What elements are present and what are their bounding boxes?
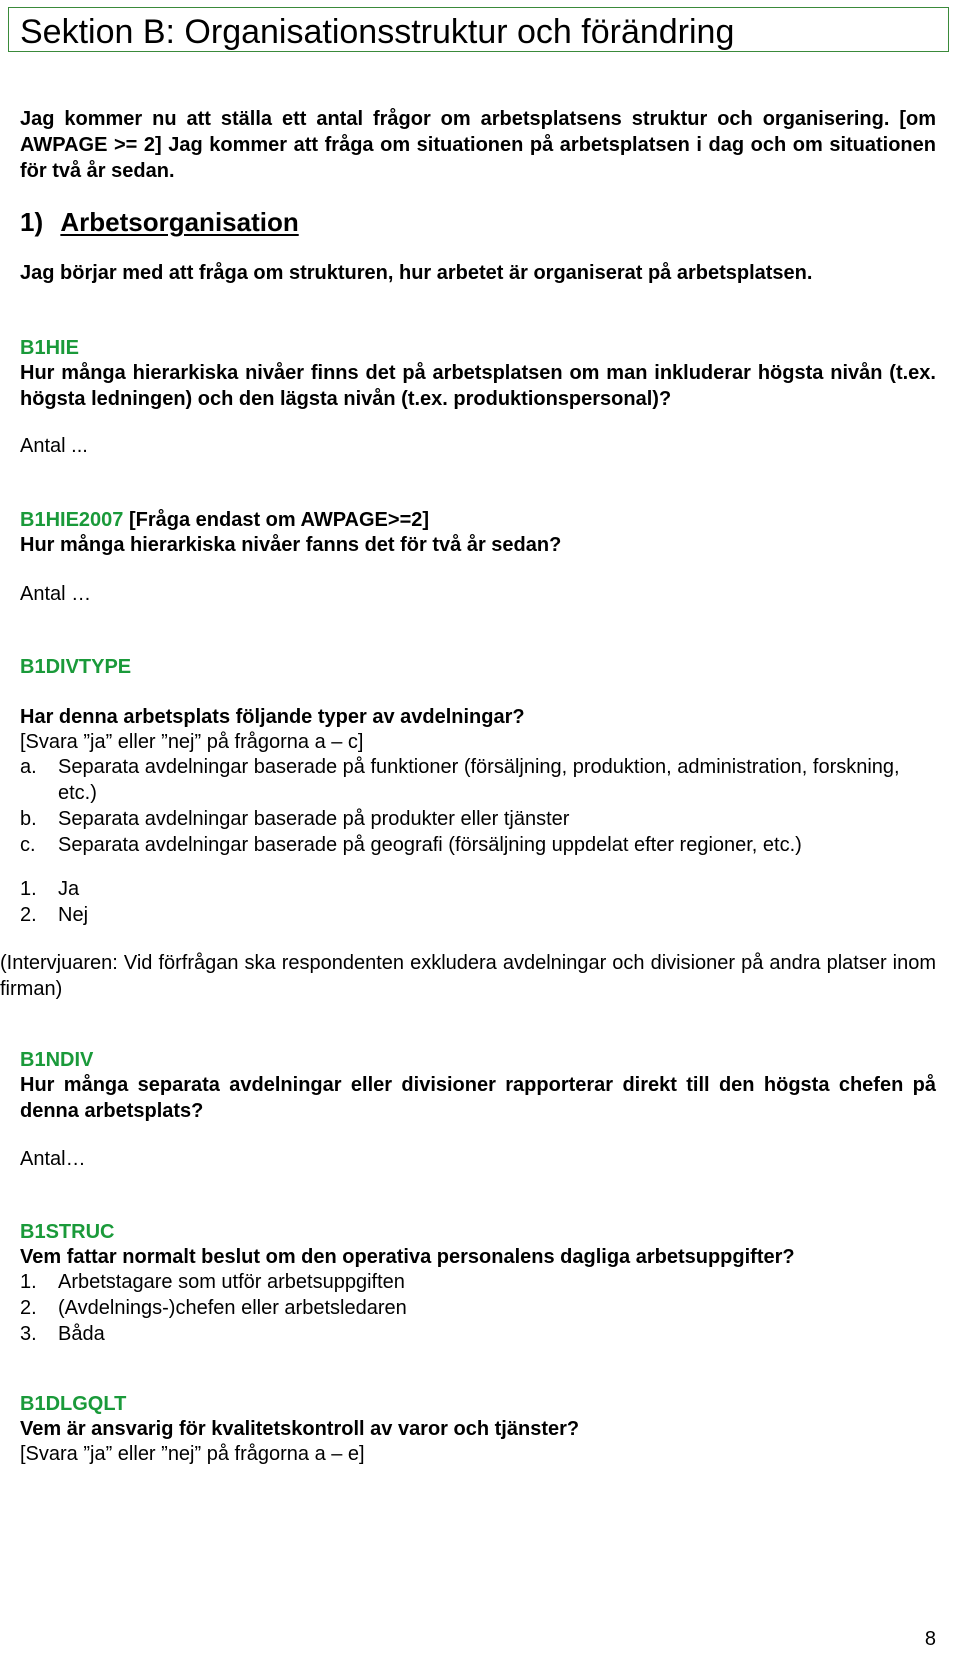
subsection-number: 1) xyxy=(20,207,44,237)
option-text: Nej xyxy=(58,904,89,926)
section-title: Sektion B: Organisationsstruktur och förändring xyxy=(20,13,735,51)
option-text: (Avdelnings-)chefen eller arbetsledaren xyxy=(58,1297,407,1319)
answer-options-b1divtype xyxy=(20,876,936,928)
question-text-b1struc: Vem fattar normalt beslut om den operativa personalens dagliga arbetsuppgifter? xyxy=(20,1246,795,1268)
question-text-b1hie2007: Hur många hierarkiska nivåer fanns det för två år sedan? xyxy=(20,534,562,556)
question-header-b1hie2007 xyxy=(20,507,936,533)
list-item-text: Separata avdelningar baserade på produkter eller tjänster xyxy=(58,808,570,830)
question-code-b1struc: B1STRUC xyxy=(20,1221,115,1243)
question-code-b1hie2007: B1HIE2007 xyxy=(20,509,124,531)
question-code-b1hie: B1HIE xyxy=(20,337,79,359)
interviewer-note: (Intervjuaren: Vid förfrågan ska respondenten exkludera avdelningar och divisioner på andra platser inom firman) xyxy=(0,952,936,1000)
answer-options-b1struc xyxy=(20,1269,936,1347)
option-text: Ja xyxy=(58,878,80,900)
answer-option xyxy=(20,902,936,928)
list-item-label: b. xyxy=(20,808,37,830)
subquestion-list xyxy=(20,754,936,858)
answer-option xyxy=(20,876,936,902)
question-text-b1dlgqlt: Vem är ansvarig för kvalitetskontroll av varor och tjänster? xyxy=(20,1418,580,1440)
answer-b1hie: Antal ... xyxy=(20,435,88,457)
list-item-text: Separata avdelningar baserade på geografi (försäljning uppdelat efter regioner, etc.) xyxy=(58,834,802,856)
list-item-text: Separata avdelningar baserade på funktioner (försäljning, produktion, administration, forskning, etc.) xyxy=(58,756,900,804)
list-item-label: a. xyxy=(20,756,37,778)
list-item-label: c. xyxy=(20,834,36,856)
option-number: 1. xyxy=(20,878,37,900)
question-code-b1ndiv: B1NDIV xyxy=(20,1049,94,1071)
option-number: 1. xyxy=(20,1271,37,1293)
option-number: 2. xyxy=(20,1297,37,1319)
intro-paragraph: Jag kommer nu att ställa ett antal frågor om arbetsplatsens struktur och organisering. [om AWPAGE >= 2] Jag kommer att fråga om situationen på arbetsplatsen i dag och om situationen för två år sedan. xyxy=(20,108,936,182)
instruction-b1divtype: [Svara ”ja” eller ”nej” på frågorna a – c] xyxy=(20,731,364,753)
answer-option xyxy=(20,1321,936,1347)
answer-option xyxy=(20,1269,936,1295)
option-number: 3. xyxy=(20,1323,37,1345)
subsection-lead: Jag börjar med att fråga om strukturen, hur arbetet är organiserat på arbetsplatsen. xyxy=(20,262,813,284)
section-header xyxy=(8,7,949,52)
option-text: Båda xyxy=(58,1323,105,1345)
question-text-b1divtype: Har denna arbetsplats följande typer av avdelningar? xyxy=(20,706,525,728)
question-text-b1ndiv: Hur många separata avdelningar eller divisioner rapporterar direkt till den högsta chefen på denna arbetsplats? xyxy=(20,1074,936,1122)
answer-b1ndiv: Antal… xyxy=(20,1148,86,1170)
answer-b1hie2007: Antal … xyxy=(20,583,92,605)
answer-option xyxy=(20,1295,936,1321)
list-item xyxy=(20,806,936,832)
page-number: 8 xyxy=(924,1628,936,1650)
option-number: 2. xyxy=(20,904,37,926)
subsection-title: Arbetsorganisation xyxy=(60,207,299,237)
question-text-b1hie: Hur många hierarkiska nivåer finns det på arbetsplatsen om man inkluderar högsta nivån (t.ex. högsta ledningen) och den lägsta nivån (t.ex. produktionspersonal)? xyxy=(20,362,936,410)
subsection-heading xyxy=(20,207,299,237)
list-item xyxy=(20,754,936,806)
question-condition-b1hie2007: [Fråga endast om AWPAGE>=2] xyxy=(123,509,430,531)
question-code-b1divtype: B1DIVTYPE xyxy=(20,656,132,678)
option-text: Arbetstagare som utför arbetsuppgiften xyxy=(58,1271,405,1293)
question-code-b1dlgqlt: B1DLGQLT xyxy=(20,1393,127,1415)
list-item xyxy=(20,832,936,858)
instruction-b1dlgqlt: [Svara ”ja” eller ”nej” på frågorna a – e] xyxy=(20,1443,365,1465)
